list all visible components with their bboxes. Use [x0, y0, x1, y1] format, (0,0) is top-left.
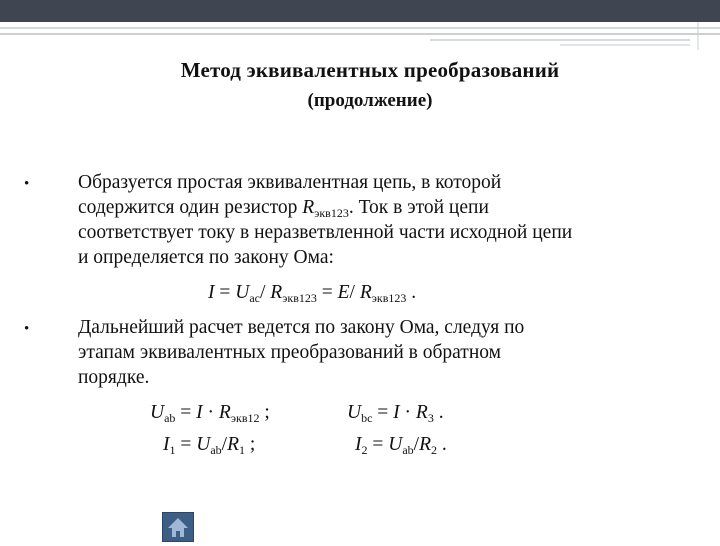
f-uab-R: R: [218, 402, 231, 423]
f-i1-U: U: [196, 434, 211, 455]
f-i1-end: ;: [245, 434, 256, 455]
i2-formula: [355, 432, 447, 457]
f-ohm-slash2: /: [349, 282, 360, 303]
f-uab-I: I: [196, 402, 203, 423]
f-uab-dot: ·: [202, 402, 219, 423]
f-ohm-R2-sub: экв123: [371, 291, 407, 305]
bullet-marker: •: [24, 176, 30, 192]
f-i1-R-sub: 1: [239, 443, 246, 457]
f-ohm-slash1: /: [260, 282, 271, 303]
f-i1-R: R: [227, 434, 240, 455]
bullet1-line2-tail: . Ток в этой цепи: [348, 197, 489, 218]
bullet2-line1: Дальнейший расчет ведется по закону Ома, следуя по: [78, 317, 525, 338]
uab-formula: [150, 400, 270, 425]
f-ohm-R2: R: [359, 282, 372, 303]
top-decor-bar: [0, 0, 720, 22]
resistor-subscript: экв123: [314, 206, 349, 220]
f-uab-U: U: [150, 402, 165, 423]
f-uab-U-sub: ab: [164, 411, 176, 425]
f-i2-R: R: [419, 434, 432, 455]
ubc-formula: [347, 400, 444, 425]
f-i2-R-sub: 2: [431, 443, 438, 457]
bullet1-line1: Образуется простая эквивалентная цепь, в которой: [78, 172, 502, 193]
f-i1-U-sub: ab: [210, 443, 222, 457]
bullet-marker: •: [24, 321, 30, 337]
f-i2-U: U: [388, 434, 403, 455]
f-ohm-U: U: [235, 282, 250, 303]
f-ubc-U: U: [347, 402, 362, 423]
f-ohm-eq2: =: [316, 282, 338, 303]
bullet2-line2: этапам эквивалентных преобразований в обратном: [78, 342, 501, 363]
f-ohm-end: .: [406, 282, 417, 303]
home-icon: [163, 513, 193, 541]
f-i1-slash: /: [221, 434, 228, 455]
f-ohm-I: I: [208, 282, 215, 303]
top-decor-lines: [0, 22, 720, 50]
f-uab-end: ;: [259, 402, 270, 423]
f-ohm-U-sub: ac: [249, 291, 260, 305]
f-i2-I-sub: 2: [361, 443, 368, 457]
bullet1-line2-text: содержится один резистор: [78, 197, 298, 218]
slide-subtitle: (продолжение): [307, 90, 433, 111]
bullet2-line3: порядке.: [78, 367, 150, 388]
f-i1-I: I: [163, 434, 170, 455]
f-ohm-E: E: [337, 282, 350, 303]
bullet1-line4: и определяется по закону Ома:: [78, 247, 334, 268]
f-uab-R-sub: экв12: [230, 411, 260, 425]
f-i2-end: .: [437, 434, 447, 455]
bullet1-line2: [78, 195, 489, 220]
f-ubc-dot: ·: [399, 402, 416, 423]
f-i2-U-sub: ab: [402, 443, 414, 457]
f-ubc-R: R: [415, 402, 428, 423]
f-uab-eq: =: [175, 402, 197, 423]
ohm-law-formula: [208, 280, 416, 305]
bullet1-line3: соответствует току в неразветвленной части исходной цепи: [78, 222, 573, 243]
f-ohm-eq1: =: [214, 282, 236, 303]
i1-formula: [163, 432, 255, 457]
slide-title: Метод эквивалентных преобразований: [180, 58, 560, 82]
f-i1-eq: =: [175, 434, 197, 455]
f-ubc-R-sub: 3: [427, 411, 434, 425]
f-ubc-end: .: [433, 402, 444, 423]
f-i2-I: I: [355, 434, 362, 455]
f-i2-slash: /: [413, 434, 420, 455]
f-i1-I-sub: 1: [169, 443, 176, 457]
f-i2-eq: =: [367, 434, 389, 455]
f-ubc-I: I: [393, 402, 400, 423]
resistor-symbol: R: [302, 197, 315, 218]
f-ubc-eq: =: [372, 402, 394, 423]
f-ohm-R1-sub: экв123: [282, 291, 317, 305]
f-ohm-R1: R: [270, 282, 283, 303]
home-button[interactable]: [162, 512, 194, 542]
f-ubc-U-sub: bc: [361, 411, 373, 425]
